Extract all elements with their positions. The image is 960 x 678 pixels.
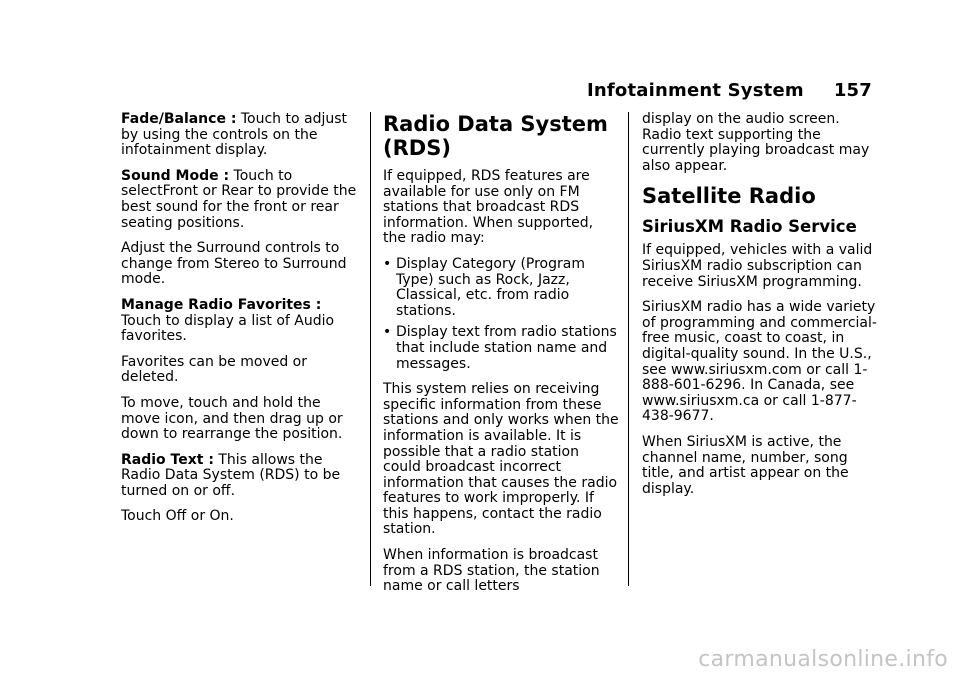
column-middle — [383, 112, 619, 605]
paragraph-sound-mode — [121, 169, 361, 231]
column-left — [121, 112, 361, 535]
bullet-glyph: • — [383, 255, 392, 272]
paragraph-move-instructions: To move, touch and hold the move icon, and then drag up or down to rearrange the position. — [121, 394, 343, 443]
paragraph-surround: Adjust the Surround controls to change from Stereo to Surround mode. — [121, 240, 347, 288]
bullet-glyph: • — [383, 324, 392, 341]
rds-feature-list — [383, 257, 619, 372]
text-manage-favorites: Touch to display a list of Audio favorites. — [121, 312, 335, 345]
paragraph-rds-continued: display on the audio screen. Radio text supporting the currently playing broadcast may also appear. — [642, 111, 870, 174]
paragraph-rds-reliance: This system relies on receiving specific information from these stations and only works when the information is available. It is possible that a radio station could broadcast incorrect information that causes the radio features to work improperly. If this happens, contact the radio station. — [383, 381, 619, 538]
term-manage-favorites: Manage Radio Favorites : — [121, 296, 322, 313]
column-right — [642, 112, 877, 507]
list-item — [383, 257, 619, 319]
paragraph-touch-off-on: Touch Off or On. — [121, 508, 234, 525]
paragraph-fade-balance — [121, 112, 361, 159]
paragraph-rds-intro: If equipped, RDS features are available for use only on FM stations that broadcast RDS information. When supported, the radio may: — [383, 168, 594, 247]
subheading-siriusxm-service: SiriusXM Radio Service — [642, 217, 857, 237]
list-item-text: Display Category (Program Type) such as Rock, Jazz, Classical, etc. from radio stations. — [396, 255, 585, 319]
paragraph-favorites-moved: Favorites can be moved or deleted. — [121, 353, 307, 386]
term-sound-mode: Sound Mode : — [121, 167, 230, 184]
watermark-text: carmanualsonline.info — [698, 647, 948, 672]
term-radio-text: Radio Text : — [121, 451, 214, 468]
heading-rds: Radio Data System (RDS) — [383, 112, 608, 160]
column-divider-right — [628, 112, 629, 586]
column-divider-left — [370, 112, 371, 586]
paragraph-siriusxm-subscription: If equipped, vehicles with a valid SiriusXM radio subscription can receive SiriusXM programming. — [642, 242, 873, 290]
text-sound-mode: Touch to selectFront or Rear to provide the best sound for the front or rear seating positions. — [121, 167, 357, 231]
paragraph-siriusxm-programming: SiriusXM radio has a wide variety of programming and commercial-free music, coast to coast, in digital-quality sound. In the U.S., see www.siriusxm.com or call 1-888-601-6296. In Canada, see www.siriusxm.ca or call 1-877-438-9677. — [642, 299, 877, 425]
page-header — [587, 80, 872, 101]
paragraph-manage-favorites — [121, 298, 361, 345]
text-radio-text: This allows the Radio Data System (RDS) to be turned on or off. — [121, 451, 341, 499]
text-fade-balance: Touch to adjust by using the controls on the infotainment display. — [121, 111, 348, 159]
section-title: Infotainment System — [586, 80, 804, 101]
term-fade-balance: Fade/Balance : — [121, 111, 237, 127]
paragraph-radio-text — [121, 453, 361, 500]
page-number: 157 — [833, 80, 872, 101]
list-item — [383, 325, 619, 372]
list-item-text: Display text from radio stations that include station name and messages. — [396, 324, 617, 372]
paragraph-siriusxm-active: When SiriusXM is active, the channel name, number, song title, and artist appear on the display. — [642, 433, 849, 497]
paragraph-rds-broadcast: When information is broadcast from a RDS station, the station name or call letters — [383, 547, 600, 595]
heading-satellite-radio: Satellite Radio — [642, 184, 816, 209]
